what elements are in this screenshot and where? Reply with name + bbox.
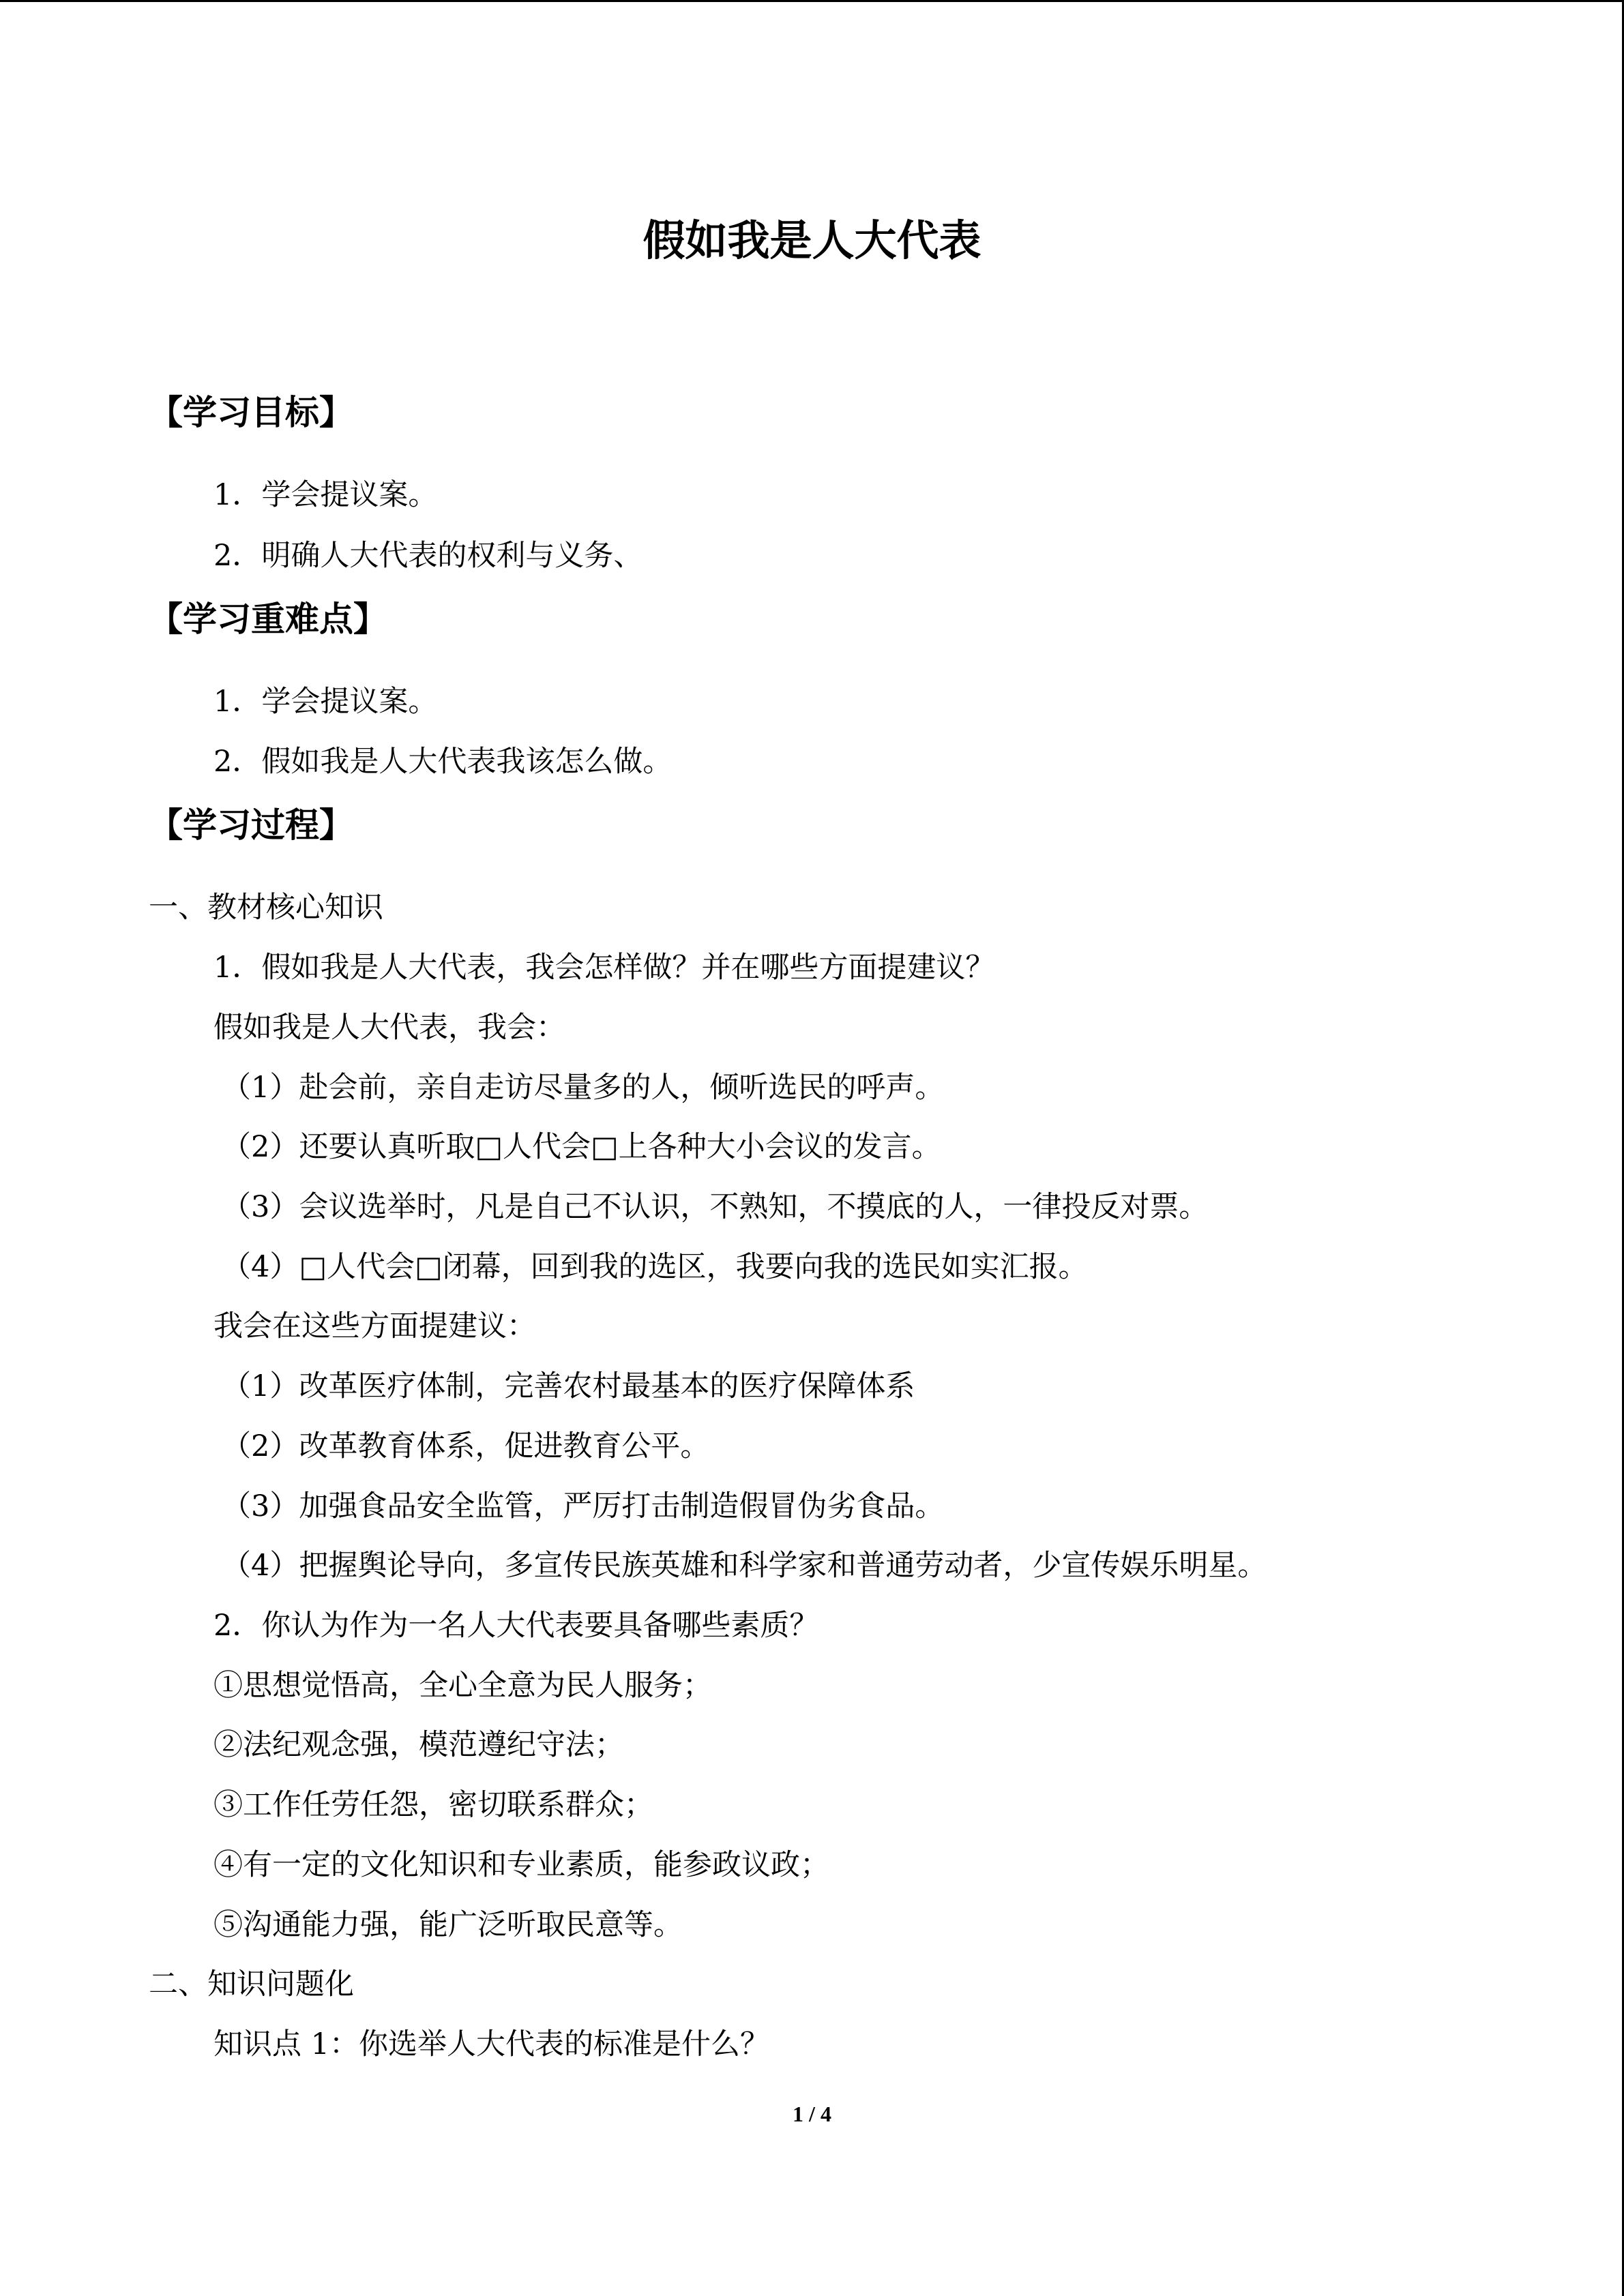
goal-item: 1．学会提议案。 [213, 478, 438, 512]
page-border-top [0, 0, 1624, 2]
section-heading-goals: 【学习目标】 [149, 393, 353, 432]
document-title: 假如我是人大代表 [643, 215, 981, 265]
list-item: ①思想觉悟高，全心全意为民人服务； [213, 1669, 712, 1703]
list-item: （2）还要认真听取□人代会□上各种大小会议的发言。 [222, 1130, 941, 1164]
list-item: ⑤沟通能力强，能广泛听取民意等。 [213, 1908, 683, 1942]
question-line: 1．假如我是人大代表，我会怎样做？并在哪些方面提建议？ [213, 951, 995, 985]
subsection-heading: 一、教材核心知识 [149, 891, 383, 925]
list-item: （3）会议选举时，凡是自己不认识，不熟知，不摸底的人，一律投反对票。 [222, 1190, 1209, 1224]
keypoint-item: 2．假如我是人大代表我该怎么做。 [213, 745, 673, 779]
text-line: 知识点 1：你选举人大代表的标准是什么？ [213, 2027, 770, 2061]
question-line: 2．你认为作为一名人大代表要具备哪些素质？ [213, 1609, 819, 1643]
list-item: （3）加强食品安全监管，严厉打击制造假冒伪劣食品。 [222, 1489, 945, 1523]
list-item: （1）赴会前，亲自走访尽量多的人，倾听选民的呼声。 [222, 1071, 945, 1105]
page-number: 1 / 4 [793, 2102, 831, 2126]
text-line: 假如我是人大代表，我会： [213, 1011, 565, 1045]
keypoint-item: 1．学会提议案。 [213, 685, 438, 719]
list-item: （4）把握舆论导向，多宣传民族英雄和科学家和普通劳动者，少宣传娱乐明星。 [222, 1549, 1267, 1583]
text-line: 我会在这些方面提建议： [213, 1309, 536, 1343]
subsection-heading: 二、知识问题化 [149, 1967, 354, 2001]
list-item: （1）改革医疗体制，完善农村最基本的医疗保障体系 [222, 1369, 915, 1403]
list-item: （4）□人代会□闭幕，回到我的选区，我要向我的选民如实汇报。 [222, 1250, 1088, 1284]
section-heading-keypoints: 【学习重难点】 [149, 599, 387, 639]
list-item: ④有一定的文化知识和专业素质，能参政议政； [213, 1848, 829, 1882]
section-heading-process: 【学习过程】 [149, 805, 353, 845]
list-item: ②法纪观念强，模范遵纪守法； [213, 1728, 624, 1762]
list-item: （2）改革教育体系，促进教育公平。 [222, 1429, 710, 1463]
goal-item: 2．明确人大代表的权利与义务、 [213, 539, 643, 573]
list-item: ③工作任劳任怨，密切联系群众； [213, 1788, 653, 1822]
